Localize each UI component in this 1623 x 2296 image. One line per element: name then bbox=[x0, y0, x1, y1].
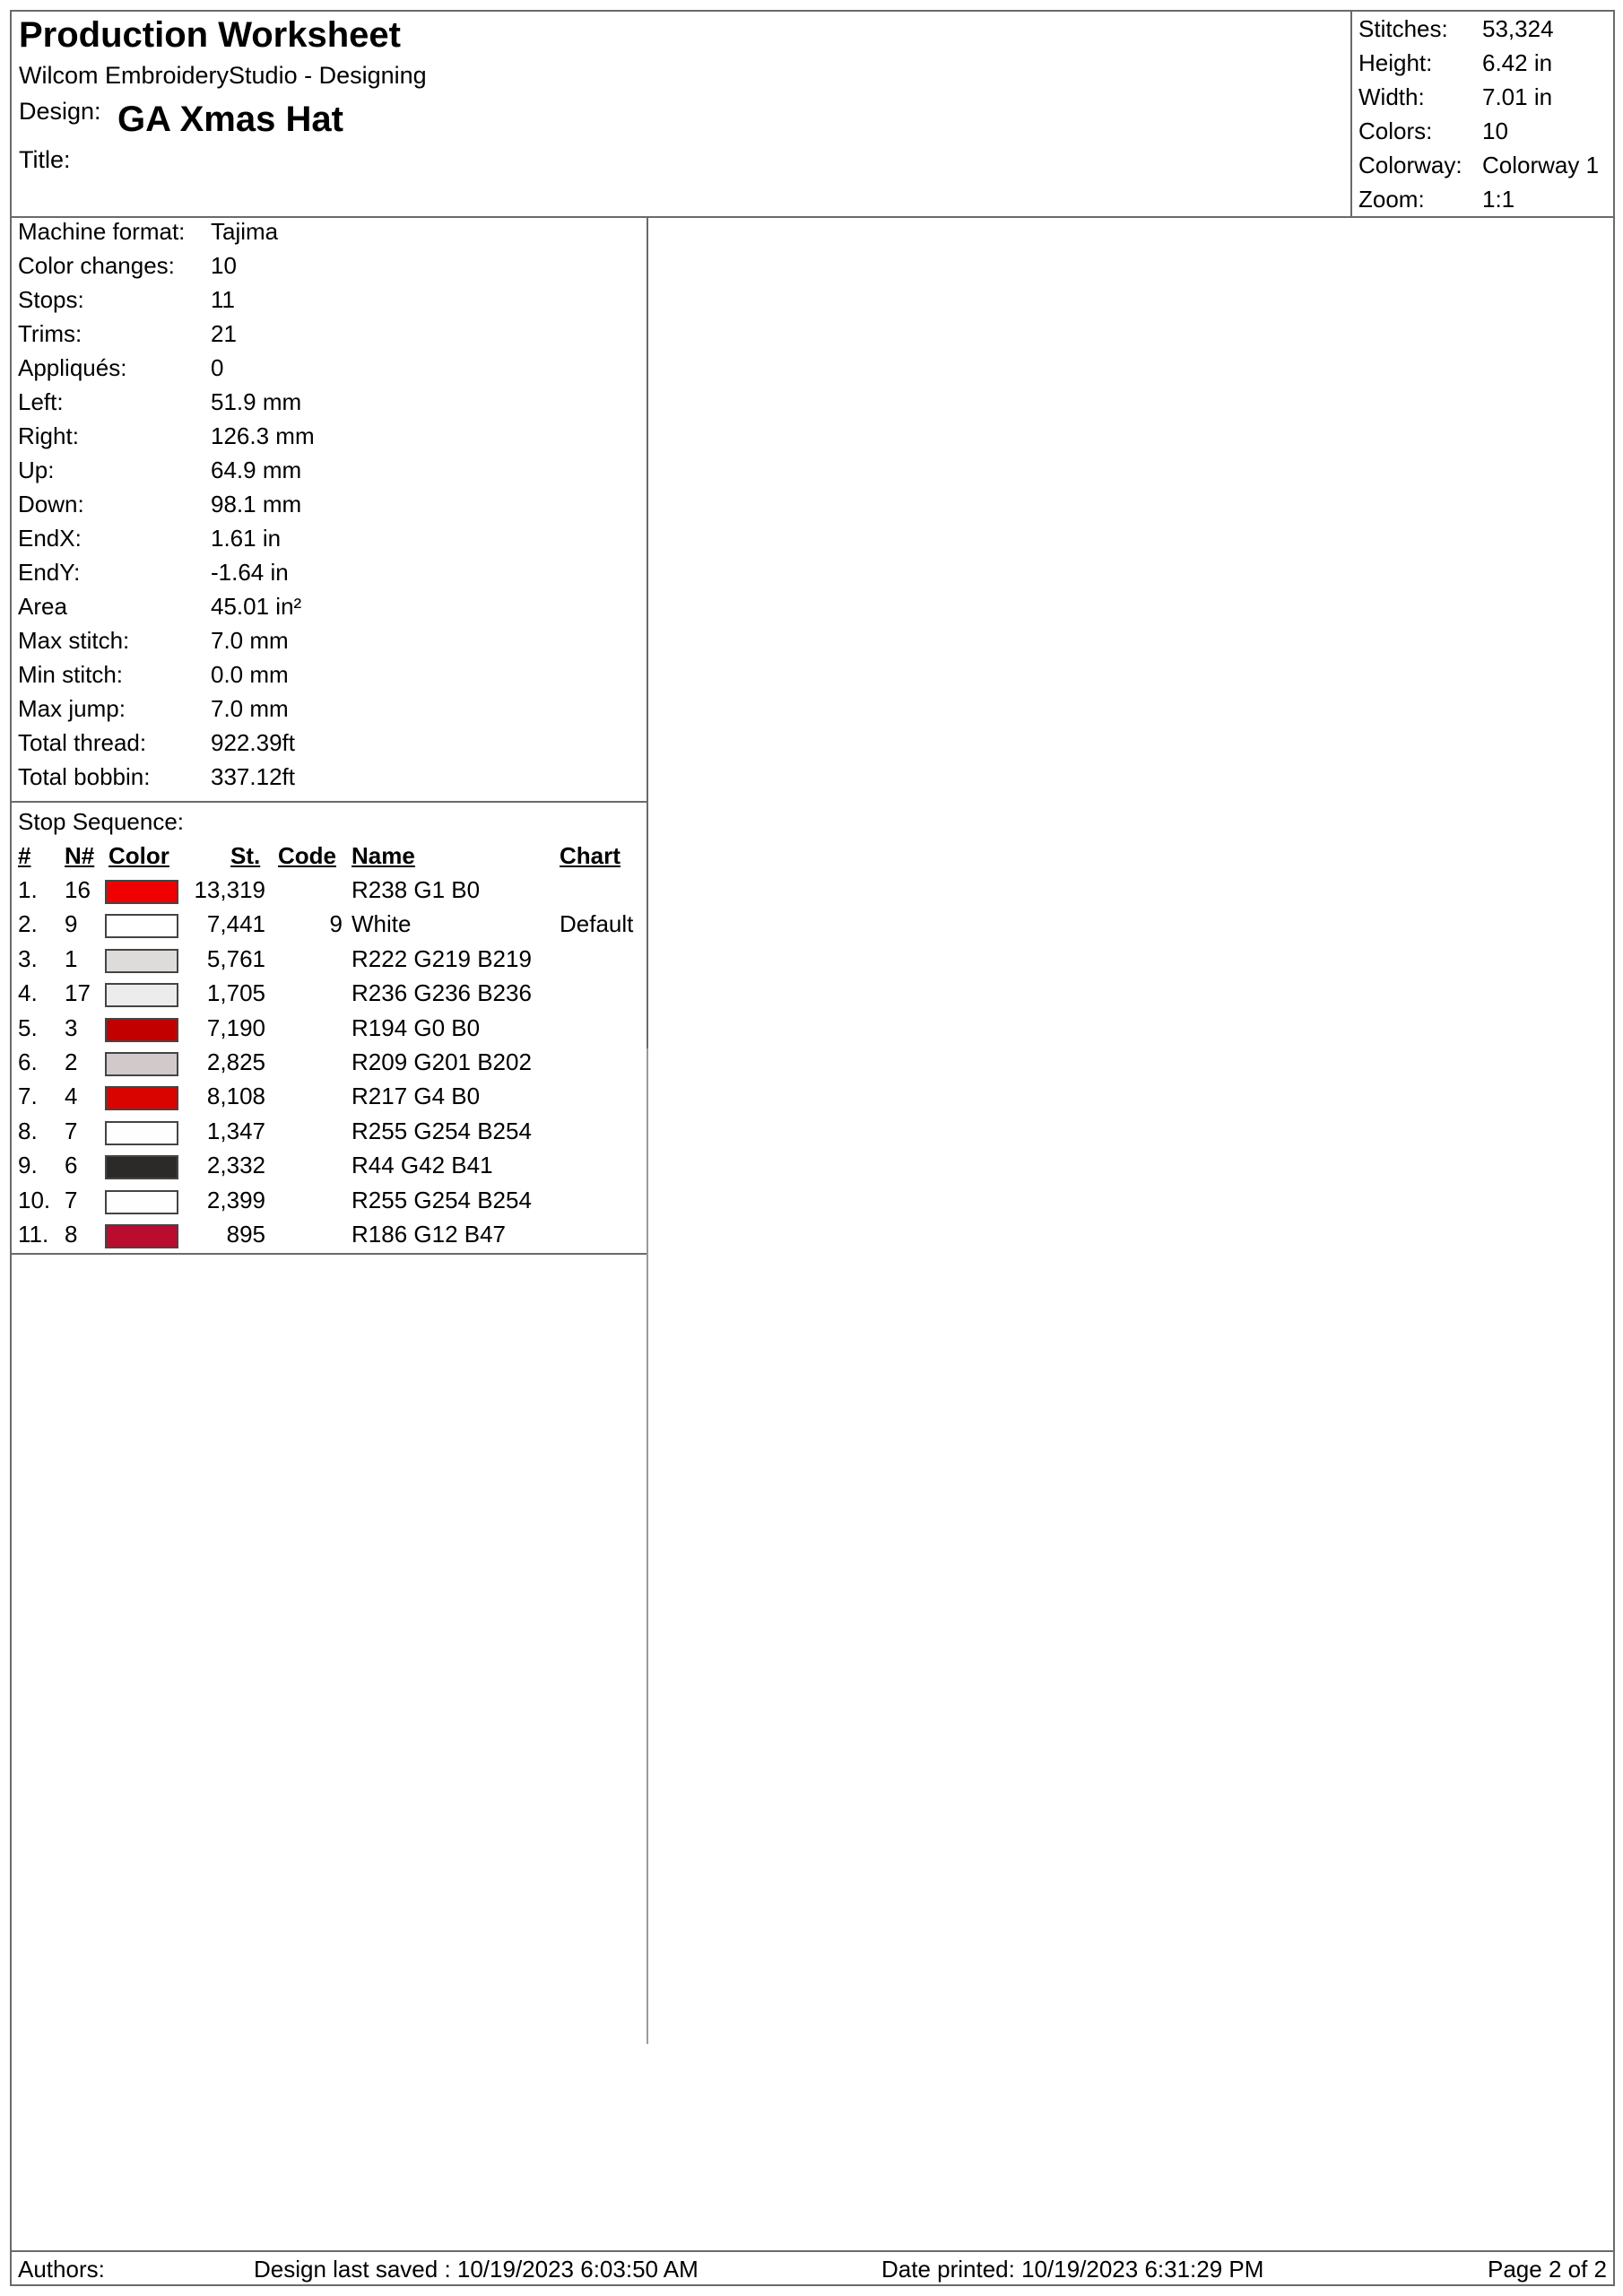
color-swatch bbox=[105, 983, 178, 1007]
stat-stitches bbox=[1352, 15, 1615, 49]
stat-value: 10 bbox=[1482, 117, 1508, 144]
thread-code: 9 bbox=[329, 910, 343, 938]
table-row bbox=[12, 979, 647, 1013]
stat-width bbox=[1352, 83, 1615, 117]
col-header-name: Name bbox=[352, 842, 415, 869]
info-row bbox=[12, 218, 647, 252]
machine-info bbox=[12, 218, 647, 803]
design-name: GA Xmas Hat bbox=[117, 100, 343, 139]
info-value: 21 bbox=[211, 320, 237, 347]
row-number: 5. bbox=[18, 1013, 38, 1041]
needle-number: 2 bbox=[65, 1048, 78, 1075]
design-label: Design: bbox=[19, 98, 101, 125]
info-row bbox=[12, 593, 647, 627]
info-value: 51.9 mm bbox=[211, 388, 302, 415]
page-number: Page 2 of 2 bbox=[1488, 2256, 1607, 2283]
thread-name: R209 G201 B202 bbox=[352, 1048, 532, 1075]
info-label: Total bobbin: bbox=[18, 763, 151, 790]
info-row bbox=[12, 763, 647, 797]
table-row bbox=[12, 910, 647, 944]
needle-number: 7 bbox=[65, 1117, 78, 1144]
info-row bbox=[12, 491, 647, 525]
info-label: EndX: bbox=[18, 525, 82, 552]
empty-left-area bbox=[12, 1048, 648, 2044]
row-number: 1. bbox=[18, 876, 38, 903]
table-row bbox=[12, 1014, 647, 1048]
design-stats bbox=[1350, 12, 1613, 216]
col-header-needle: N# bbox=[65, 842, 95, 869]
stitch-count: 895 bbox=[226, 1221, 265, 1248]
needle-number: 6 bbox=[65, 1152, 78, 1179]
date-printed: Date printed: 10/19/2023 6:31:29 PM bbox=[881, 2256, 1264, 2283]
info-row bbox=[12, 320, 647, 354]
row-number: 2. bbox=[18, 910, 38, 938]
info-value: -1.64 in bbox=[211, 559, 289, 586]
needle-number: 7 bbox=[65, 1186, 78, 1213]
stitch-count: 13,319 bbox=[194, 876, 265, 903]
stat-label: Stitches: bbox=[1358, 15, 1448, 42]
stitch-count: 7,190 bbox=[206, 1013, 265, 1041]
info-label: Machine format: bbox=[18, 218, 186, 245]
col-header-stitches: St. bbox=[230, 842, 261, 869]
info-value: 337.12ft bbox=[211, 763, 295, 790]
needle-number: 17 bbox=[65, 979, 91, 1007]
info-label: Right: bbox=[18, 422, 79, 449]
thread-name: R222 G219 B219 bbox=[352, 944, 532, 972]
needle-number: 16 bbox=[65, 876, 91, 903]
stitch-count: 8,108 bbox=[206, 1083, 265, 1110]
stitch-count: 1,705 bbox=[206, 979, 265, 1007]
info-value: 126.3 mm bbox=[211, 422, 315, 449]
info-value: 0 bbox=[211, 354, 224, 381]
info-value: Tajima bbox=[211, 218, 279, 245]
needle-number: 4 bbox=[65, 1083, 78, 1110]
row-number: 3. bbox=[18, 944, 38, 972]
info-label: Color changes: bbox=[18, 252, 175, 279]
worksheet-page bbox=[10, 10, 1615, 2286]
title-label: Title: bbox=[19, 146, 71, 173]
row-number: 11. bbox=[18, 1221, 49, 1248]
info-label: Left: bbox=[18, 388, 64, 415]
page-title: Production Worksheet bbox=[19, 15, 401, 55]
info-label: Down: bbox=[18, 491, 84, 517]
col-header-color: Color bbox=[108, 842, 169, 869]
info-label: Max stitch: bbox=[18, 627, 130, 654]
color-swatch bbox=[105, 914, 178, 938]
table-row bbox=[12, 945, 647, 979]
stat-colors bbox=[1352, 117, 1615, 152]
stat-colorway bbox=[1352, 152, 1615, 186]
info-label: Min stitch: bbox=[18, 661, 124, 688]
info-value: 64.9 mm bbox=[211, 457, 302, 483]
info-row bbox=[12, 388, 647, 422]
thread-name: White bbox=[352, 910, 412, 938]
thread-name: R186 G12 B47 bbox=[352, 1221, 507, 1248]
stitch-count: 1,347 bbox=[206, 1117, 265, 1144]
stat-value: 6.42 in bbox=[1482, 49, 1553, 76]
row-number: 7. bbox=[18, 1083, 38, 1110]
needle-number: 9 bbox=[65, 910, 78, 938]
col-header-code: Code bbox=[278, 842, 336, 869]
info-row bbox=[12, 457, 647, 491]
stitch-count: 5,761 bbox=[206, 944, 265, 972]
info-label: Max jump: bbox=[18, 695, 126, 722]
color-swatch bbox=[105, 1018, 178, 1042]
thread-name: R255 G254 B254 bbox=[352, 1186, 532, 1213]
row-number: 9. bbox=[18, 1152, 38, 1179]
needle-number: 1 bbox=[65, 944, 78, 972]
stat-height bbox=[1352, 49, 1615, 83]
info-row bbox=[12, 559, 647, 593]
info-label: Area bbox=[18, 593, 67, 620]
stitch-count: 2,825 bbox=[206, 1048, 265, 1075]
col-header-chart: Chart bbox=[560, 842, 621, 869]
row-number: 4. bbox=[18, 979, 38, 1007]
stitch-count: 7,441 bbox=[206, 910, 265, 938]
info-value: 10 bbox=[211, 252, 237, 279]
stat-label: Colors: bbox=[1358, 117, 1433, 144]
stat-label: Width: bbox=[1358, 83, 1425, 110]
stop-sequence-title: Stop Sequence: bbox=[18, 808, 185, 835]
info-row bbox=[12, 695, 647, 729]
software-name: Wilcom EmbroideryStudio - Designing bbox=[19, 62, 427, 89]
info-row bbox=[12, 627, 647, 661]
stitch-count: 2,332 bbox=[206, 1152, 265, 1179]
info-value: 45.01 in² bbox=[211, 593, 302, 620]
stat-label: Height: bbox=[1358, 49, 1433, 76]
thread-name: R255 G254 B254 bbox=[352, 1117, 532, 1144]
row-number: 10. bbox=[18, 1186, 51, 1213]
color-swatch bbox=[105, 949, 178, 973]
thread-name: R44 G42 B41 bbox=[352, 1152, 493, 1179]
info-label: Total thread: bbox=[18, 729, 147, 756]
table-row bbox=[12, 876, 647, 910]
info-value: 0.0 mm bbox=[211, 661, 289, 688]
col-header-num: # bbox=[18, 842, 31, 869]
thread-name: R236 G236 B236 bbox=[352, 979, 532, 1007]
worksheet-header bbox=[12, 12, 1613, 218]
info-row bbox=[12, 525, 647, 559]
info-label: Up: bbox=[18, 457, 55, 483]
info-label: Appliqués: bbox=[18, 354, 127, 381]
info-label: EndY: bbox=[18, 559, 81, 586]
stat-zoom bbox=[1352, 186, 1615, 220]
info-row bbox=[12, 661, 647, 695]
stat-value: Colorway 1 bbox=[1482, 152, 1600, 178]
info-row bbox=[12, 354, 647, 388]
thread-name: R194 G0 B0 bbox=[352, 1013, 481, 1041]
stat-label: Colorway: bbox=[1358, 152, 1462, 178]
info-value: 1.61 in bbox=[211, 525, 282, 552]
thread-name: R217 G4 B0 bbox=[352, 1083, 481, 1110]
info-row bbox=[12, 729, 647, 763]
authors-label: Authors: bbox=[18, 2256, 105, 2283]
stitch-count: 2,399 bbox=[206, 1186, 265, 1213]
info-value: 7.0 mm bbox=[211, 695, 289, 722]
worksheet-footer bbox=[12, 2250, 1613, 2284]
row-number: 8. bbox=[18, 1117, 38, 1144]
stat-value: 53,324 bbox=[1482, 15, 1554, 42]
stat-value: 7.01 in bbox=[1482, 83, 1553, 110]
info-row bbox=[12, 422, 647, 457]
needle-number: 3 bbox=[65, 1013, 78, 1041]
stat-label: Zoom: bbox=[1358, 186, 1425, 213]
info-value: 7.0 mm bbox=[211, 627, 289, 654]
info-value: 11 bbox=[211, 286, 235, 313]
info-row bbox=[12, 286, 647, 320]
row-number: 6. bbox=[18, 1048, 38, 1075]
thread-name: R238 G1 B0 bbox=[352, 876, 481, 903]
last-saved: Design last saved : 10/19/2023 6:03:50 AM bbox=[254, 2256, 699, 2283]
info-label: Stops: bbox=[18, 286, 84, 313]
stat-value: 1:1 bbox=[1482, 186, 1515, 213]
thread-chart: Default bbox=[560, 910, 634, 938]
info-value: 98.1 mm bbox=[211, 491, 302, 517]
info-label: Trims: bbox=[18, 320, 82, 347]
needle-number: 8 bbox=[65, 1221, 78, 1248]
info-row bbox=[12, 252, 647, 286]
color-swatch bbox=[105, 880, 178, 904]
info-value: 922.39ft bbox=[211, 729, 295, 756]
